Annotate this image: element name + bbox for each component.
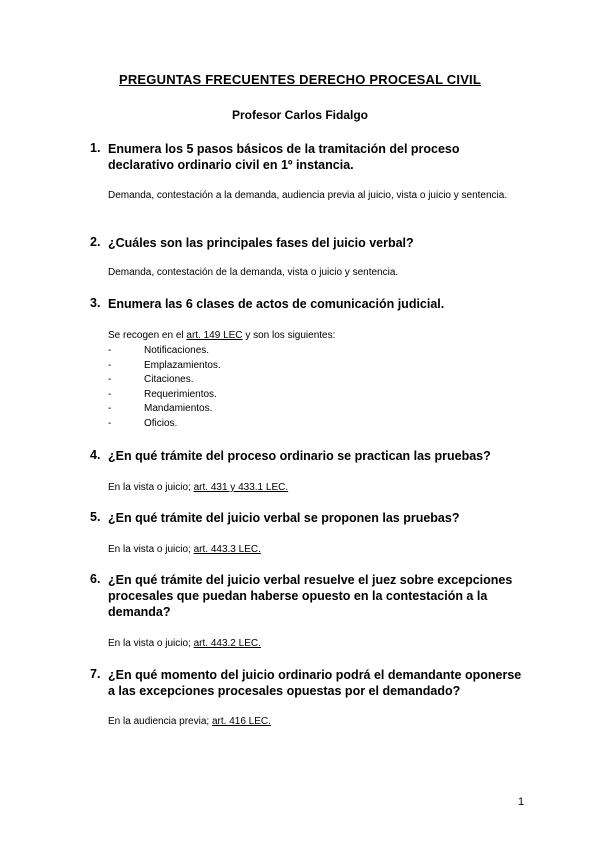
question-text: ¿En qué momento del juicio ordinario podrá el demandante oponerse a las excepciones procesales opuestas por el demandado?	[108, 668, 522, 698]
answer-text: Demanda, contestación a la demanda, audiencia previa al juicio, vista o juicio y sentencia.	[108, 190, 508, 201]
question-number: 3.	[90, 296, 101, 310]
question-number: 7.	[90, 667, 101, 681]
answer-prefix: En la vista o juicio;	[108, 482, 194, 493]
question-number: 2.	[90, 235, 101, 249]
list-item: - Mandamientos.	[108, 402, 221, 417]
page-number: 1	[518, 796, 525, 808]
law-article-link[interactable]: art. 443.2 LEC.	[193, 638, 261, 649]
law-article-link[interactable]: art. 443.3 LEC.	[193, 544, 261, 555]
answer-suffix: y son los siguientes:	[242, 330, 336, 341]
list-item: - Requerimientos.	[108, 388, 221, 403]
list-item: - Notificaciones.	[108, 344, 221, 359]
list-item: - Emplazamientos.	[108, 359, 221, 374]
answer-text	[108, 329, 518, 343]
answer-prefix: En la vista o juicio;	[108, 638, 194, 649]
question-number: 1.	[90, 141, 101, 155]
answer-text	[108, 543, 518, 557]
answer-text	[108, 481, 518, 495]
question-text: Enumera las 6 clases de actos de comunicación judicial.	[108, 297, 445, 311]
question-number: 4.	[90, 448, 101, 462]
answer-text	[108, 637, 518, 651]
law-article-link[interactable]: art. 416 LEC.	[211, 716, 271, 727]
question-text: ¿Cuáles son las principales fases del juicio verbal?	[108, 236, 414, 250]
answer-text	[108, 715, 518, 729]
answer-prefix: En la audiencia previa;	[108, 716, 212, 727]
question-text: ¿En qué trámite del juicio verbal resuelve el juez sobre excepciones procesales que puedan haberse opuesto en la contestación a la demanda?	[108, 573, 513, 619]
list-item: - Citaciones.	[108, 373, 221, 388]
question-number: 5.	[90, 510, 101, 524]
list-item: - Oficios.	[108, 417, 221, 432]
question-text: ¿En qué trámite del juicio verbal se proponen las pruebas?	[108, 511, 460, 525]
answer-prefix: En la vista o juicio;	[108, 544, 194, 555]
document-author: Profesor Carlos Fidalgo	[231, 108, 369, 122]
law-article-link[interactable]: art. 431 y 433.1 LEC.	[193, 482, 289, 493]
question-number: 6.	[90, 572, 101, 586]
answer-prefix: Se recogen en el	[108, 330, 187, 341]
question-text: Enumera los 5 pasos básicos de la tramitación del proceso declarativo ordinario civil en 1º instancia.	[108, 142, 460, 172]
law-article-link[interactable]: art. 149 LEC	[186, 330, 243, 341]
question-text: ¿En qué trámite del proceso ordinario se practican las pruebas?	[108, 449, 491, 463]
communication-acts-list	[108, 344, 221, 432]
answer-text: Demanda, contestación de la demanda, vista o juicio y sentencia.	[108, 267, 399, 278]
document-title: PREGUNTAS FRECUENTES DERECHO PROCESAL CIVIL	[118, 72, 482, 87]
